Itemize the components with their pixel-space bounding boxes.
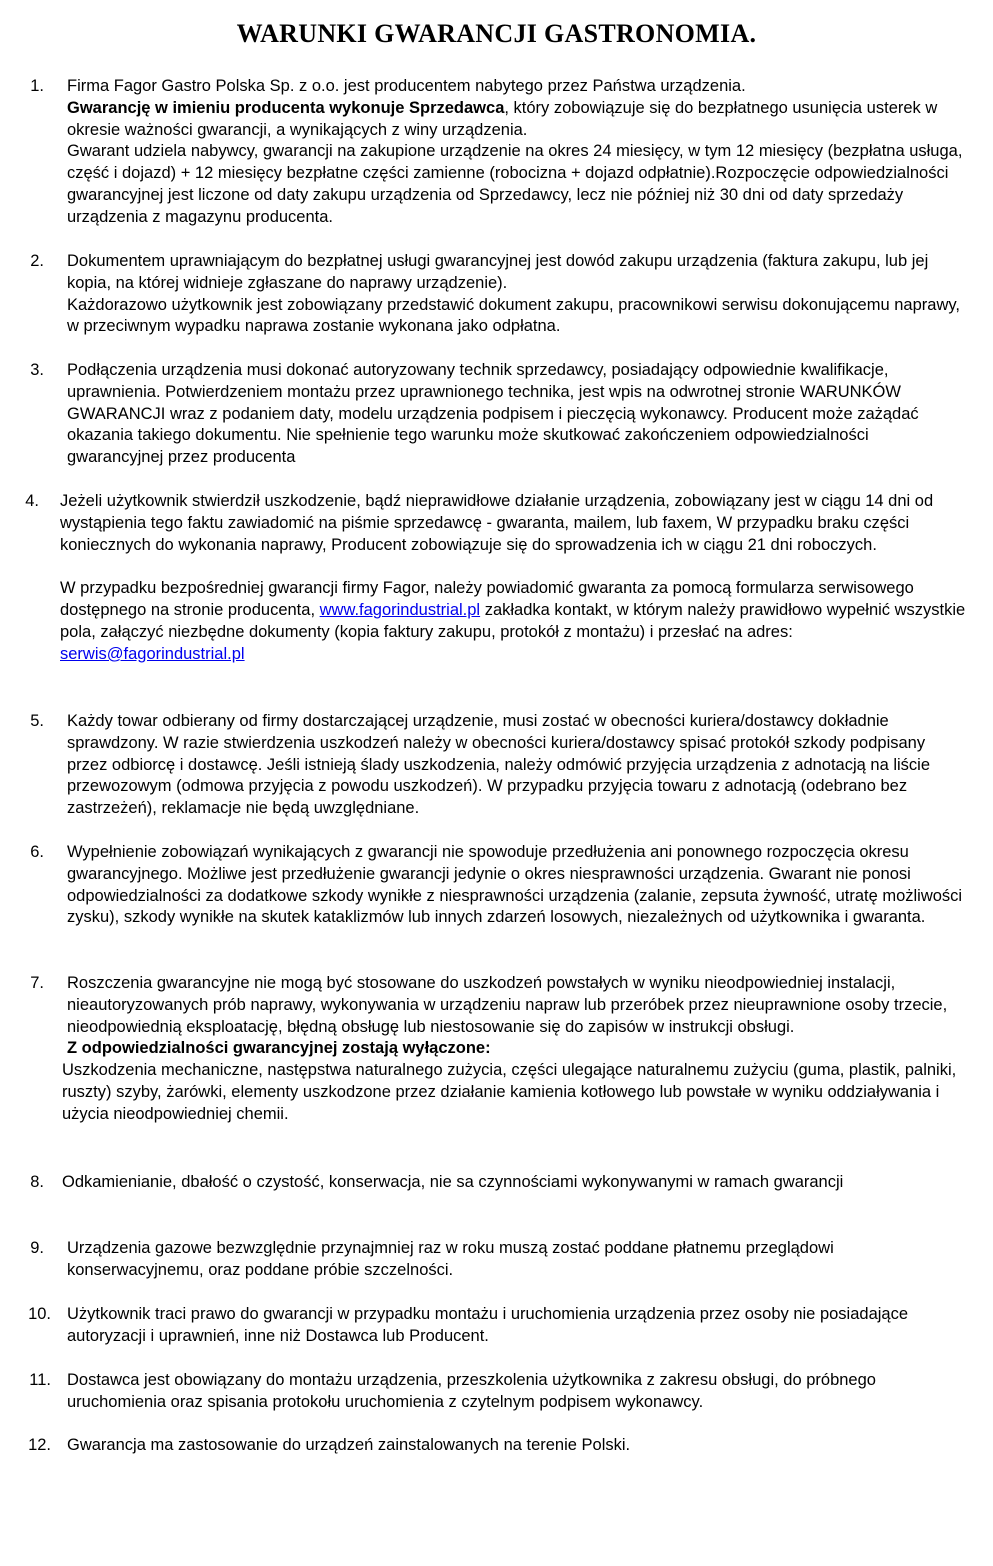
item-text (67, 711, 967, 820)
item-text (67, 251, 967, 338)
item-paragraph (60, 578, 970, 665)
item-paragraph: Wypełnienie zobowiązań wynikających z gwarancji nie spowoduje przedłużenia ani ponownego rozpoczęcia okresu gwarancyjnego. Możliwe jest przedłużenie gwarancji jedynie o okres niesprawności urządzenia. Gwarant nie ponosi odpowiedzialności za dodatkowe szkody wynikłe z niesprawności urządzenia (zalanie, zepsuta żywność, utratę możliwości zysku), szkody wynikłe na skutek kataklizmów lub innych zdarzeń losowych, niezależnych od użytkownika i gwaranta. (67, 843, 963, 927)
item-paragraph: Użytkownik traci prawo do gwarancji w przypadku montażu i uruchomienia urządzenia przez osoby nie posiadające autoryzacji i uprawnień, inne niż Dostawca lub Producent. (67, 1305, 909, 1345)
item-paragraph: Dostawca jest obowiązany do montażu urządzenia, przeszkolenia użytkownika z zakresu obsługi, do próbnego uruchomienia oraz spisania protokołu uruchomienia z czytelnym podpisem wykonawcy. (67, 1371, 876, 1411)
item-text (67, 1238, 967, 1282)
item-paragraph: Uszkodzenia mechaniczne, następstwa naturalnego zużycia, części ulegające naturalnemu zużyciu (guma, plastik, palniki, ruszty) szyby, żarówki, elementy uszkodzone przez działanie kamienia kotłowego lub powstałe w wyniku oddziaływania i użycia nieodpowiedniej chemii. (62, 1061, 957, 1123)
item-paragraph: Gwarancja ma zastosowanie do urządzeń zainstalowanych na terenie Polski. (67, 1436, 631, 1454)
bold-text: Gwarancję w imieniu producenta wykonuje Sprzedawca (67, 98, 505, 117)
item-paragraph (67, 98, 967, 142)
item-number: 7. (30, 974, 44, 992)
website-link[interactable]: www.fagorindustrial.pl (319, 601, 481, 620)
item-text (67, 76, 967, 229)
item-number: 2. (30, 252, 44, 270)
item-number: 12. (28, 1436, 51, 1454)
item-number: 1. (30, 77, 44, 95)
item-number: 6. (30, 843, 44, 861)
item-number: 8. (30, 1173, 44, 1191)
exclusions-heading: Z odpowiedzialności gwarancyjnej zostają wyłączone: (67, 1039, 491, 1058)
paragraph-text: W przypadku bezpośredniej gwarancji firmy Fagor, należy powiadomić gwaranta za pomocą formularza serwisowego dostępnego na stronie producenta, (60, 579, 914, 620)
item-number: 5. (30, 712, 44, 730)
item-paragraph: Dokumentem uprawniającym do bezpłatnej usługi gwarancyjnej jest dowód zakupu urządzenia (faktura zakupu, lub jej kopia, na której widnieje zgłaszane do naprawy urządzenie). (67, 252, 929, 292)
paragraph-text: zakładka kontakt, w którym należy prawidłowo wypełnić wszystkie pola, załączyć niezbędne dokumenty (kopia faktury zakupu, protokół z montażu) i przesłać na adres: (60, 601, 966, 641)
item-number: 4. (25, 492, 39, 510)
item-text (62, 973, 967, 1126)
item-number: 11. (29, 1371, 51, 1389)
item-paragraph: Firma Fagor Gastro Polska Sp. z o.o. jest producentem nabytego przez Państwa urządzenia. (67, 77, 746, 95)
item-text (67, 1435, 967, 1457)
item-text (67, 360, 967, 469)
email-link[interactable]: serwis@fagorindustrial.pl (60, 644, 245, 663)
paragraph-gap (60, 556, 970, 578)
document-title: WARUNKI GWARANCJI GASTRONOMIA. (236, 19, 757, 48)
item-number: 3. (30, 361, 44, 379)
item-paragraph: Jeżeli użytkownik stwierdził uszkodzenie, bądź nieprawidłowe działanie urządzenia, zobowiązany jest w ciągu 14 dni od wystąpienia tego faktu zawiadomić na piśmie sprzedawcę - gwaranta, mailem, lub faxem, W przypadku braku części koniecznych do wykonania naprawy, Producent zobowiązuje się do sprowadzenia ich w ciągu 21 dni roboczych. (60, 492, 934, 554)
item-text (67, 1370, 967, 1414)
item-number: 10. (28, 1305, 51, 1323)
paragraph-text: , który zobowiązuje się do bezpłatnego usunięcia usterek w okresie ważności gwarancji, a wynikających z winy urządzenia. (67, 98, 938, 139)
item-paragraph: Każdorazowo użytkownik jest zobowiązany przedstawić dokument zakupu, pracownikowi serwisu dokonującemu naprawy, w przeciwnym wypadku naprawa zostanie wykonana jako odpłatna. (67, 295, 960, 336)
item-paragraph: Roszczenia gwarancyjne nie mogą być stosowane do uszkodzeń powstałych w wyniku nieodpowiedniej instalacji, nieautoryzowanych prób naprawy, wykonywania w urządzeniu napraw lub przeróbek przez nieuprawnione osoby trzecie, nieodpowiednią eksploatację, błędną obsługę lub niestosowanie się do zapisów w instrukcji obsługi. (67, 974, 948, 1036)
item-paragraph: Gwarant udziela nabywcy, gwarancji na zakupione urządzenie na okres 24 miesięcy, w tym 12 miesięcy (bezpłatna usługa, część i dojazd) + 12 miesięcy bezpłatne części zamienne (robocizna + dojazd odpłatnie).Rozpoczęcie odpowiedzialności gwarancyjnej jest liczone od daty zakupu urządzenia od Sprzedawcy, lecz nie później niż 30 dni od daty sprzedaży urządzenia z magazynu producenta. (67, 142, 963, 226)
item-paragraph: Urządzenia gazowe bezwzględnie przynajmniej raz w roku muszą zostać poddane płatnemu przeglądowi konserwacyjnemu, oraz poddane próbie szczelności. (67, 1239, 834, 1279)
item-text (67, 842, 967, 929)
item-number: 9. (30, 1239, 44, 1257)
item-text (60, 491, 970, 666)
item-text (67, 1304, 967, 1348)
item-paragraph: Odkamienianie, dbałość o czystość, konserwacja, nie sa czynnościami wykonywanymi w ramach gwarancji (62, 1173, 844, 1191)
item-paragraph: Podłączenia urządzenia musi dokonać autoryzowany technik sprzedawcy, posiadający odpowiednie kwalifikacje, uprawnienia. Potwierdzeniem montażu przez uprawnionego technika, jest wpis na odwrotnej stronie WARUNKÓW GWARANCJI wraz z podaniem daty, modelu urządzenia podpisem i pieczęcią wykonawcy. Producent może zażądać okazania takiego dokumentu. Nie spełnienie tego warunku może skutkować zakończeniem odpowiedzialności gwarancyjnej przez producenta (67, 361, 919, 467)
item-paragraph: Każdy towar odbierany od firmy dostarczającej urządzenie, musi zostać w obecności kuriera/dostawcy dokładnie sprawdzony. W razie stwierdzenia uszkodzeń należy w obecności kuriera/dostawcy spisać protokół szkody podpisany przez odbiorcę i dostawcę. Jeśli istnieją ślady uszkodzenia, należy odmówić przyjęcia urządzenia z adnotacją na liście przewozowym (odmowa przyjęcia z powodu uszkodzeń). W przypadku przyjęcia towaru z adnotacją (odebrano bez zastrzeżeń), reklamacje nie będą uwzględniane. (67, 712, 931, 818)
item-text (62, 1172, 892, 1194)
